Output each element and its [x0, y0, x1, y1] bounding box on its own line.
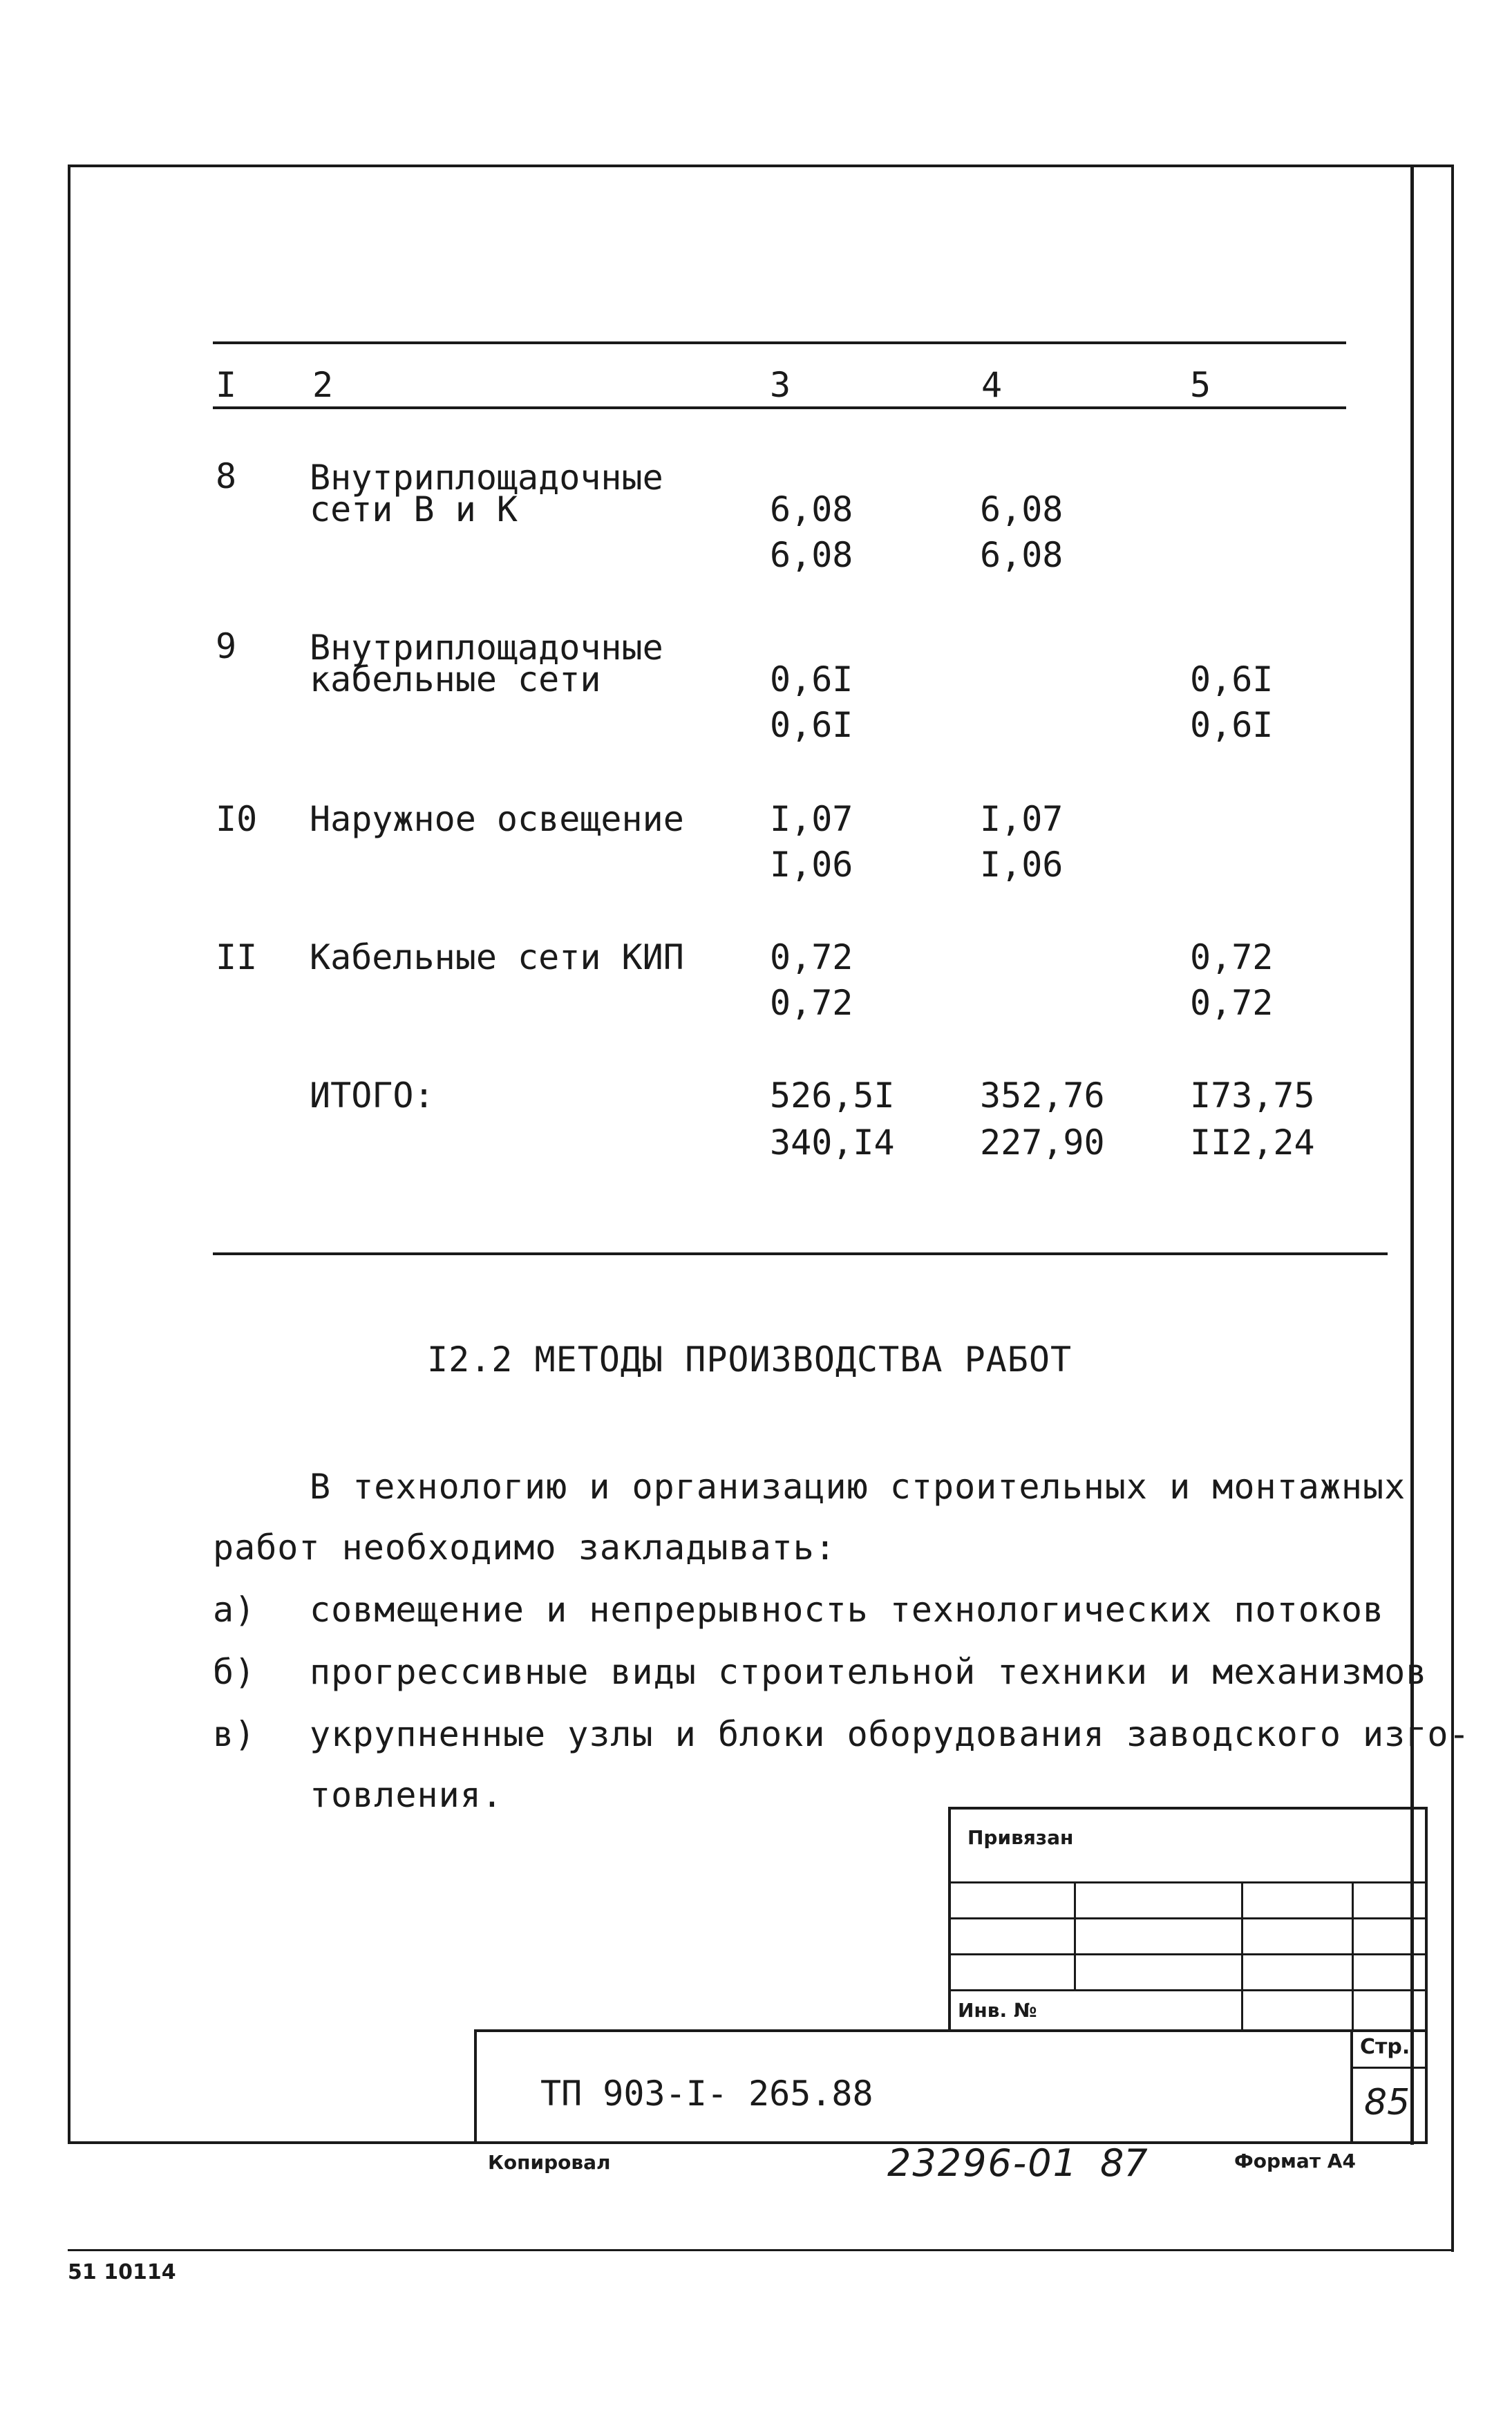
- stamp-line: [948, 1989, 1428, 1991]
- cell-col3-b: 0,6I: [770, 705, 853, 745]
- stamp-line: [1241, 1881, 1243, 2032]
- row-name-line2: кабельные сети: [310, 659, 601, 699]
- cell-col3-a: I,07: [770, 799, 853, 839]
- cell-col5-b: 0,72: [1190, 983, 1274, 1023]
- table-header-col1: I: [216, 365, 237, 405]
- row-name-line1: Наружное освещение: [310, 799, 684, 839]
- stamp-line: [948, 1953, 1428, 1955]
- cell-col3-a: 0,72: [770, 937, 853, 977]
- handwritten-number: 87: [1100, 2141, 1148, 2185]
- total-col5-b: II2,24: [1190, 1122, 1315, 1163]
- total-col3-a: 526,5I: [770, 1075, 895, 1116]
- row-name-line2: сети В и К: [310, 489, 518, 529]
- frame-bottom: [68, 2141, 1426, 2144]
- total-col5-a: I73,75: [1190, 1075, 1315, 1116]
- total-col3-b: 340,I4: [770, 1122, 895, 1163]
- page-number: 85: [1364, 2082, 1410, 2123]
- table-top-rule: [213, 341, 1346, 344]
- stamp-line: [1425, 1807, 1428, 2144]
- frame-left: [68, 166, 70, 2144]
- handwritten-code: 23296-01: [887, 2141, 1078, 2185]
- stamp-line: [1074, 1881, 1076, 1991]
- stamp-line: [1350, 2067, 1428, 2069]
- stamp-line: [948, 1807, 951, 2032]
- inventory-number-label: Инв. №: [958, 1999, 1037, 2022]
- corner-code: 51 10114: [68, 2260, 176, 2284]
- cell-col5-b: 0,6I: [1190, 705, 1274, 745]
- total-label: ИТОГО:: [310, 1075, 435, 1116]
- stamp-line: [474, 2029, 477, 2144]
- cell-col5-a: 0,72: [1190, 937, 1274, 977]
- table-header-col5: 5: [1190, 365, 1211, 405]
- frame-right: [1410, 165, 1414, 2145]
- stamp-line: [1352, 1881, 1354, 2032]
- cell-col3-a: 0,6I: [770, 659, 853, 699]
- row-name-line1: Кабельные сети КИП: [310, 937, 684, 977]
- cell-col3-b: I,06: [770, 845, 853, 885]
- total-col4-a: 352,76: [980, 1075, 1105, 1116]
- stamp-line: [1350, 2029, 1353, 2144]
- page-bottom-line: [68, 2249, 1454, 2251]
- section-title: I2.2 МЕТОДЫ ПРОИЗВОДСТВА РАБОТ: [427, 1340, 1072, 1380]
- list-marker: б): [213, 1652, 256, 1692]
- row-name-line1: Внутриплощадочные: [310, 628, 663, 668]
- cell-col3-b: 0,72: [770, 983, 853, 1023]
- row-name-line1: Внутриплощадочные: [310, 458, 663, 498]
- paragraph-line-2: работ необходимо закладывать:: [213, 1528, 836, 1568]
- cell-col4-b: I,06: [980, 845, 1064, 885]
- list-text: совмещение и непрерывность технологических потоков: [310, 1590, 1385, 1630]
- table-header-col3: 3: [770, 365, 791, 405]
- list-marker: а): [213, 1590, 256, 1630]
- table-header-col2: 2: [312, 365, 334, 405]
- stamp-line: [474, 2029, 1428, 2032]
- copied-by-label: Копировал: [488, 2151, 611, 2174]
- table-bottom-rule: [213, 1252, 1388, 1255]
- table-header-rule: [213, 406, 1346, 409]
- frame-right-outer: [1451, 165, 1454, 2252]
- list-marker: в): [213, 1714, 256, 1754]
- list-text: укрупненные узлы и блоки оборудования заводского изго-: [310, 1714, 1471, 1754]
- cell-col3-b: 6,08: [770, 535, 853, 575]
- paragraph-line-1: В технологию и организацию строительных и монтажных: [310, 1467, 1406, 1507]
- cell-col4-a: 6,08: [980, 489, 1064, 529]
- frame-top: [68, 165, 1454, 167]
- list-text-continuation: товления.: [310, 1775, 503, 1815]
- cell-col4-b: 6,08: [980, 535, 1064, 575]
- list-text: прогрессивные виды строительной техники и механизмов: [310, 1652, 1428, 1692]
- format-label: Формат А4: [1234, 2150, 1356, 2172]
- cell-col4-a: I,07: [980, 799, 1064, 839]
- row-number: I0: [216, 799, 258, 839]
- document-code: ТП 903-I- 265.88: [540, 2074, 873, 2114]
- table-header-col4: 4: [981, 365, 1003, 405]
- row-number: 8: [216, 456, 237, 496]
- page-label: Стр.: [1360, 2035, 1410, 2059]
- total-col4-b: 227,90: [980, 1122, 1105, 1163]
- row-number: 9: [216, 626, 237, 666]
- stamp-line: [948, 1881, 1428, 1883]
- row-number: II: [216, 937, 258, 977]
- stamp-line: [948, 1917, 1428, 1919]
- stamp-line: [948, 1807, 1428, 1810]
- attached-label: Привязан: [967, 1826, 1074, 1849]
- cell-col5-a: 0,6I: [1190, 659, 1274, 699]
- cell-col3-a: 6,08: [770, 489, 853, 529]
